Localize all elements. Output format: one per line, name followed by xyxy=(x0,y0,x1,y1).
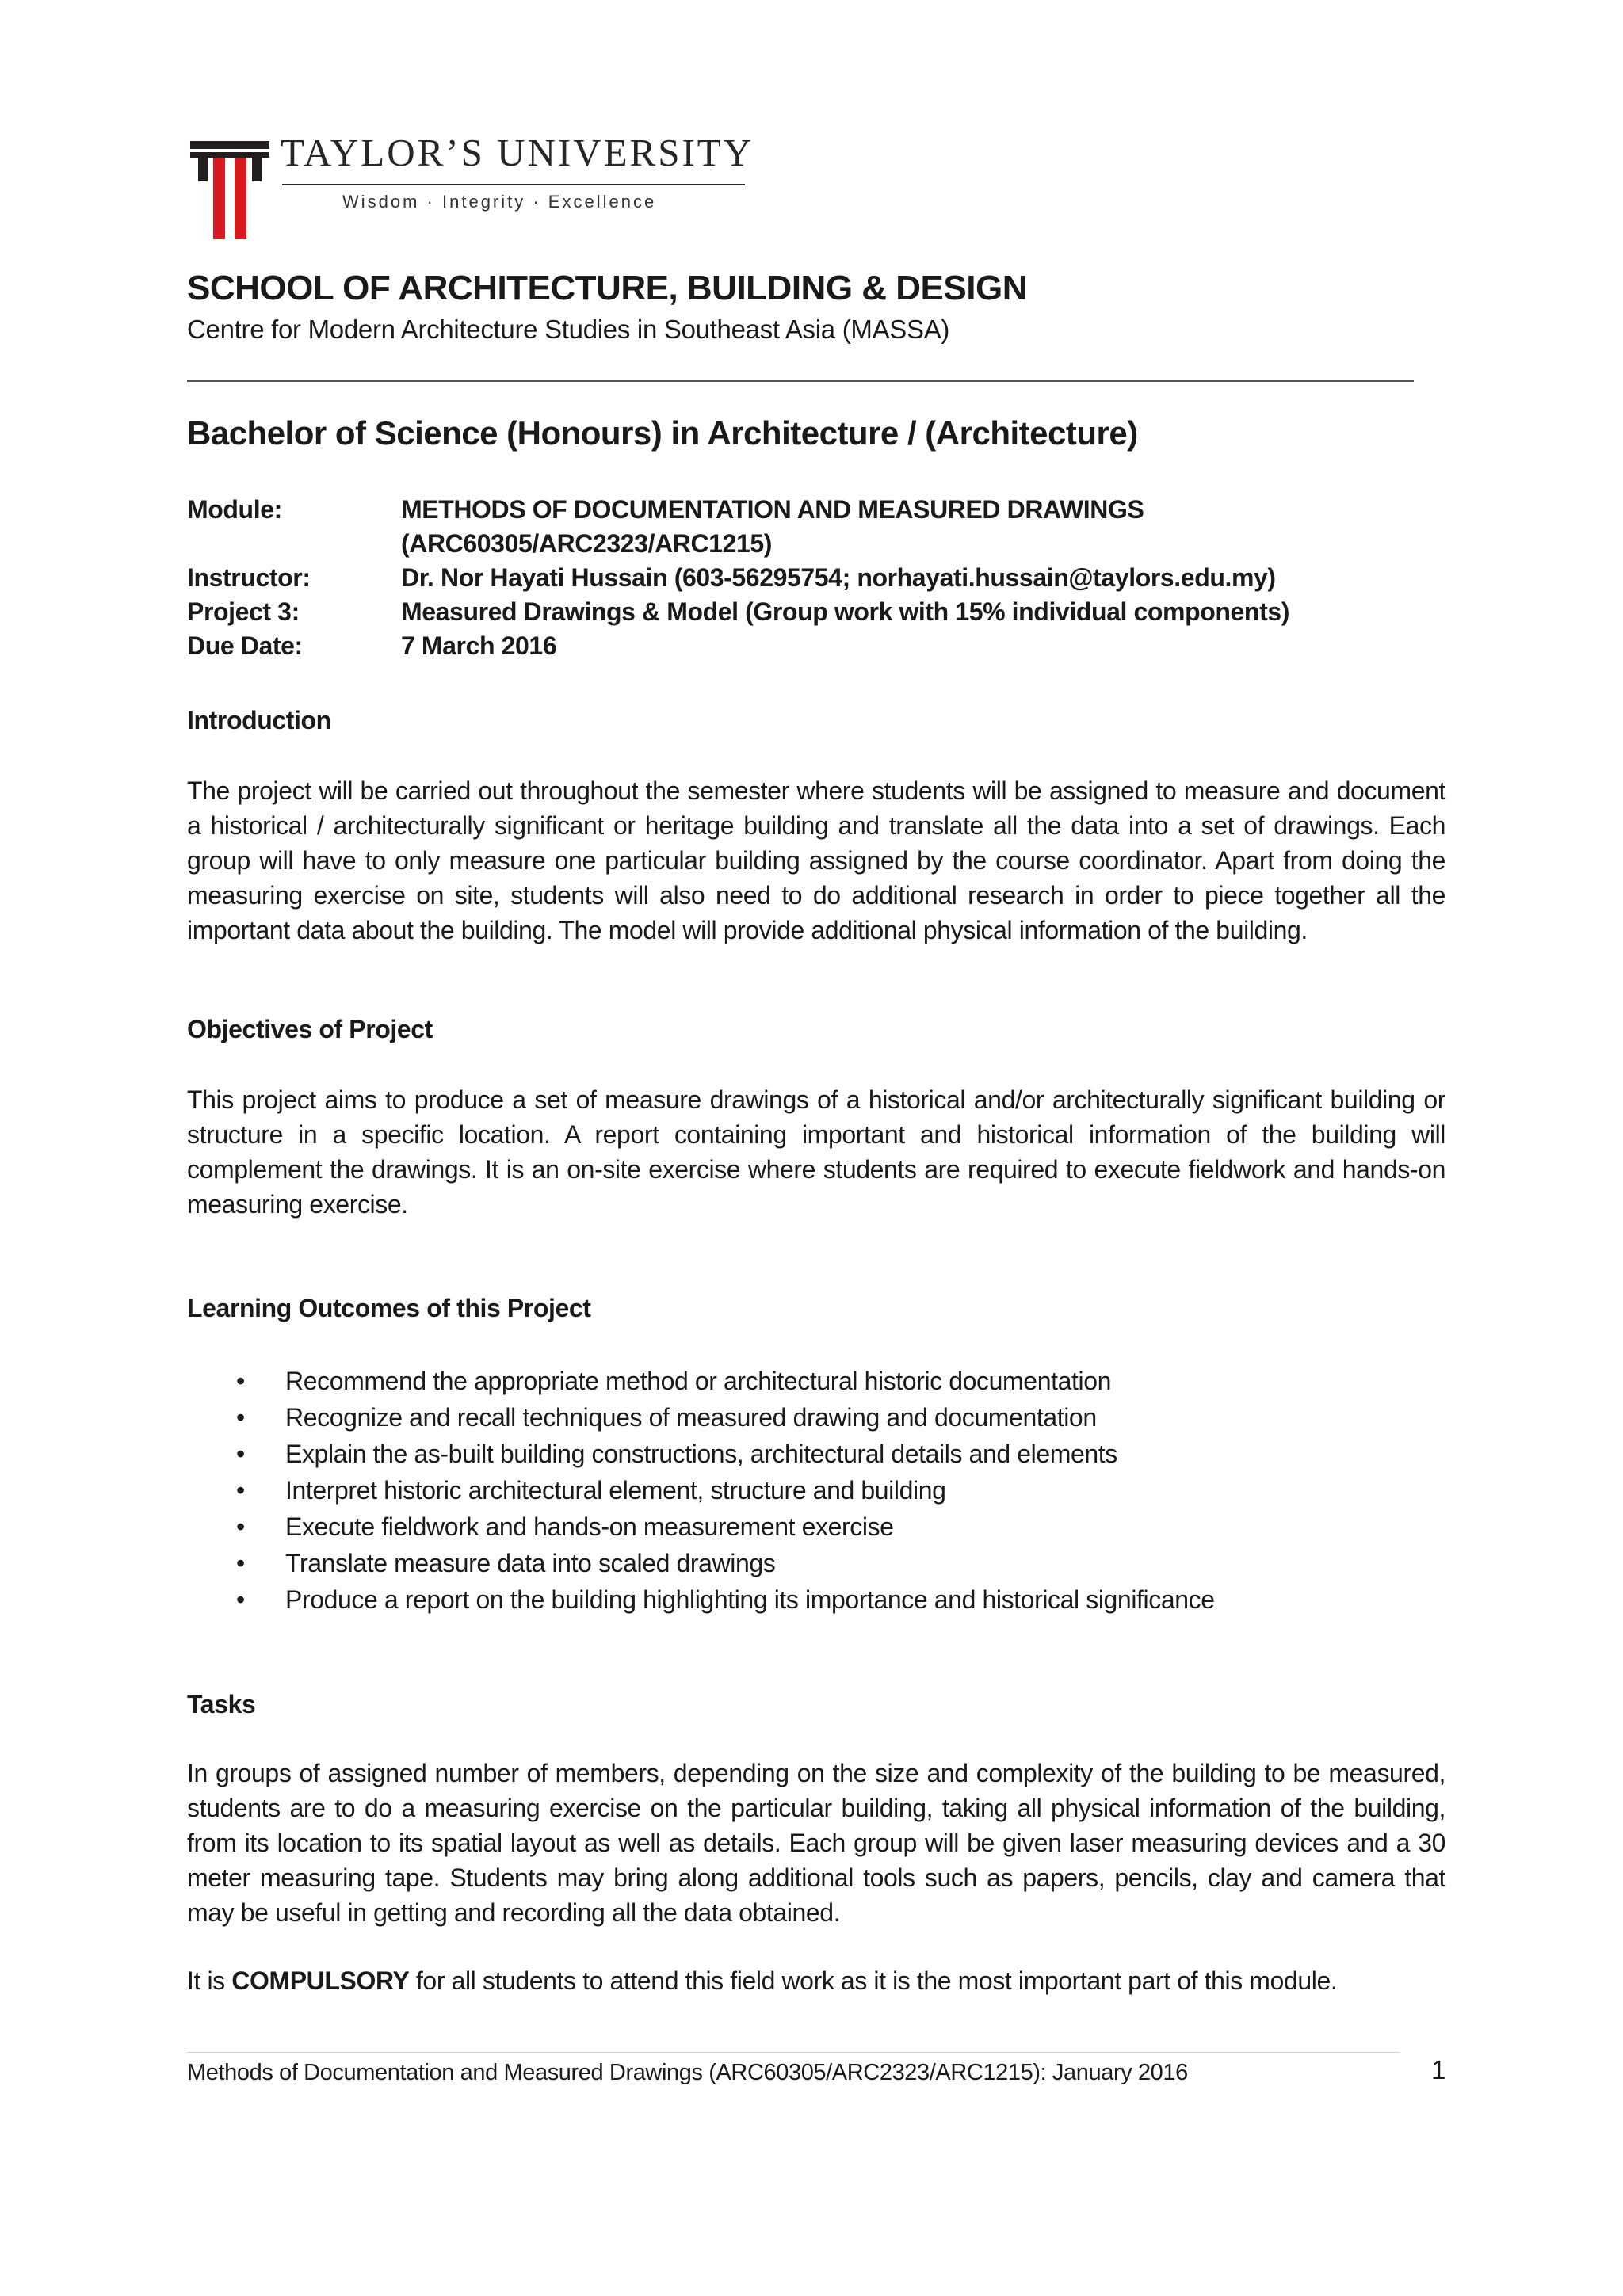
introduction-heading: Introduction xyxy=(187,706,331,734)
compulsory-note: It is COMPULSORY for all students to attend this field work as it is the most important part of this module. xyxy=(187,1966,1338,1995)
learning-outcomes-heading: Learning Outcomes of this Project xyxy=(187,1294,591,1322)
module-value: METHODS OF DOCUMENTATION AND MEASURED DRAWINGS xyxy=(401,495,1144,524)
list-item: • Execute fieldwork and hands-on measurement exercise xyxy=(187,1508,1423,1545)
list-item: • Explain the as-built building constructions, architectural details and elements xyxy=(187,1436,1423,1472)
list-item: • Recognize and recall techniques of measured drawing and documentation xyxy=(187,1399,1423,1436)
due-date-value: 7 March 2016 xyxy=(401,631,557,660)
footer-divider xyxy=(187,2052,1400,2053)
university-name: TAYLOR’S UNIVERSITY xyxy=(281,131,754,174)
learning-outcomes-list xyxy=(187,1363,1423,1618)
instructor-value: Dr. Nor Hayati Hussain (603-56295754; norhayati.hussain@taylors.edu.my) xyxy=(401,563,1276,592)
school-title: SCHOOL OF ARCHITECTURE, BUILDING & DESIGN xyxy=(187,269,1027,307)
bullet: • xyxy=(236,1549,245,1577)
introduction-body: The project will be carried out throughout the semester where students will be assigned to measure and document a historical / architecturally significant or heritage building and translate all the data into a set of drawings. Each group will have to only measure one particular building assigned by the course coordinator. Apart from doing the measuring exercise on site, students will also need to do additional research in order to piece together all the important data about the building. The model will provide additional physical information of the building. xyxy=(187,776,1445,944)
objectives-heading: Objectives of Project xyxy=(187,1015,433,1043)
instructor-row xyxy=(187,561,1289,595)
module-codes-row xyxy=(187,527,1289,561)
footer-text: Methods of Documentation and Measured Drawings (ARC60305/ARC2323/ARC1215): January 2016 xyxy=(187,2060,1188,2085)
due-date-row xyxy=(187,629,1289,663)
tasks-heading: Tasks xyxy=(187,1690,256,1718)
list-item: • Interpret historic architectural element, structure and building xyxy=(187,1472,1423,1508)
module-row xyxy=(187,493,1289,527)
tasks-body: In groups of assigned number of members, depending on the size and complexity of the building to be measured, students are to do a measuring exercise on the particular building, taking all physical information of the building, from its location to its spatial layout as well as details. Each group will be given laser measuring devices and a 30 meter measuring tape. Students may bring along additional tools such as papers, pencils, clay and camera that may be useful in getting and recording all the data obtained. xyxy=(187,1759,1445,1927)
instructor-label: Instructor: xyxy=(187,563,311,592)
bullet: • xyxy=(236,1440,245,1468)
project-row xyxy=(187,595,1289,629)
bullet: • xyxy=(236,1512,245,1541)
bullet: • xyxy=(236,1585,245,1614)
header-divider xyxy=(187,380,1414,382)
list-item: • Produce a report on the building highlighting its importance and historical significance xyxy=(187,1581,1423,1618)
project-value: Measured Drawings & Model (Group work with 15% individual components) xyxy=(401,597,1289,626)
module-label: Module: xyxy=(187,495,282,524)
list-item: • Translate measure data into scaled drawings xyxy=(187,1545,1423,1581)
bullet: • xyxy=(236,1367,245,1395)
due-date-label: Due Date: xyxy=(187,631,303,660)
module-codes: (ARC60305/ARC2323/ARC1215) xyxy=(401,529,773,558)
degree-title: Bachelor of Science (Honours) in Architecture / (Architecture) xyxy=(187,414,1138,452)
module-info-table xyxy=(187,493,1289,663)
page-number: 1 xyxy=(1431,2055,1446,2084)
list-item: • Recommend the appropriate method or architectural historic documentation xyxy=(187,1363,1423,1399)
bullet: • xyxy=(236,1476,245,1505)
project-label: Project 3: xyxy=(187,597,300,626)
university-motto: Wisdom · Integrity · Excellence xyxy=(342,192,657,212)
logo-divider xyxy=(282,184,745,185)
taylors-logo-mark xyxy=(190,141,269,239)
centre-subtitle: Centre for Modern Architecture Studies in Southeast Asia (MASSA) xyxy=(187,315,950,344)
compulsory-emphasis: COMPULSORY xyxy=(231,1966,410,1995)
bullet: • xyxy=(236,1403,245,1432)
objectives-body: This project aims to produce a set of measure drawings of a historical and/or architecturally significant building or structure in a specific location. A report containing important and historical information of the building will complement the drawings. It is an on-site exercise where students are required to execute fieldwork and hands-on measuring exercise. xyxy=(187,1085,1445,1219)
